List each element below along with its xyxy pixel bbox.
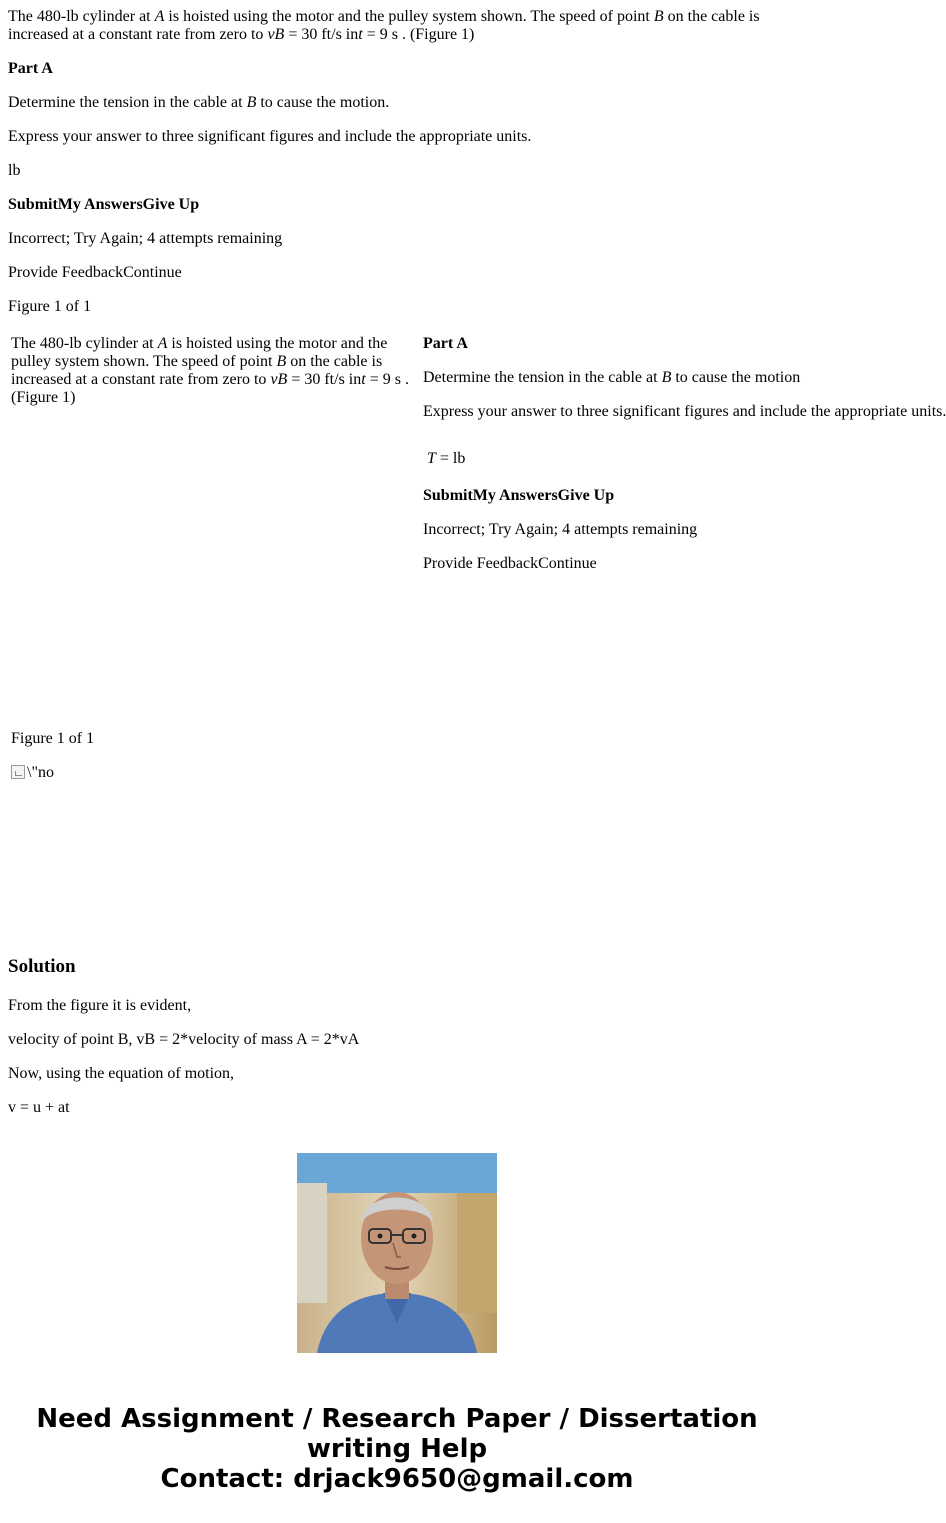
table-feedback-continue-links[interactable]: Provide FeedbackContinue [423, 555, 597, 572]
table-answer-row[interactable]: T = lb [427, 450, 466, 467]
broken-image-icon [11, 765, 25, 779]
answer-unit: lb [8, 162, 21, 179]
tutor-avatar [297, 1153, 497, 1353]
problem-statement-line-2: increased at a constant rate from zero to vB = 30 ft/s int = 9 s . (Figure 1) [8, 26, 475, 43]
table-feedback-message: Incorrect; Try Again; 4 attempts remaining [423, 521, 698, 538]
feedback-continue-links[interactable]: Provide FeedbackContinue [8, 264, 182, 281]
table-question-text: Determine the tension in the cable at B to cause the motion [423, 369, 801, 386]
solution-paragraph: From the figure it is evident, [8, 997, 192, 1014]
solution-heading: Solution [8, 956, 76, 977]
promo-line-2: writing Help [306, 1434, 488, 1464]
solution-equation: v = u + at [8, 1099, 70, 1116]
table-statement-line-1: The 480-lb cylinder at A is hoisted using the motor and the [11, 335, 388, 352]
table-statement-line-2: pulley system shown. The speed of point B on the cable is [11, 353, 383, 370]
table-instruction-text: Express your answer to three significant figures and include the appropriate units. [423, 403, 946, 420]
table-figure-label: Figure 1 of 1 [11, 730, 95, 747]
part-a-heading: Part A [8, 60, 53, 77]
question-text: Determine the tension in the cable at B to cause the motion. [8, 94, 390, 111]
table-figure-link[interactable]: (Figure 1) [11, 389, 76, 406]
table-action-links[interactable]: SubmitMy AnswersGive Up [423, 487, 615, 504]
problem-statement-line-1: The 480-lb cylinder at A is hoisted using the motor and the pulley system shown. The speed of point B on the cable is [8, 8, 760, 25]
promo-contact: Contact: drjack9650@gmail.com [160, 1464, 634, 1494]
action-links[interactable]: SubmitMy AnswersGive Up [8, 196, 200, 213]
solution-paragraph: velocity of point B, vB = 2*velocity of mass A = 2*vA [8, 1031, 360, 1048]
figure-image-broken: \"no [11, 764, 54, 782]
promo-line-1: Need Assignment / Research Paper / Dissertation [36, 1404, 758, 1434]
instruction-text: Express your answer to three significant figures and include the appropriate units. [8, 128, 532, 145]
table-part-a-heading: Part A [423, 335, 468, 352]
table-statement-line-3: increased at a constant rate from zero to vB = 30 ft/s int = 9 s . [11, 371, 409, 388]
solution-paragraph: Now, using the equation of motion, [8, 1065, 235, 1082]
feedback-message: Incorrect; Try Again; 4 attempts remaining [8, 230, 283, 247]
figure-label: Figure 1 of 1 [8, 298, 92, 315]
